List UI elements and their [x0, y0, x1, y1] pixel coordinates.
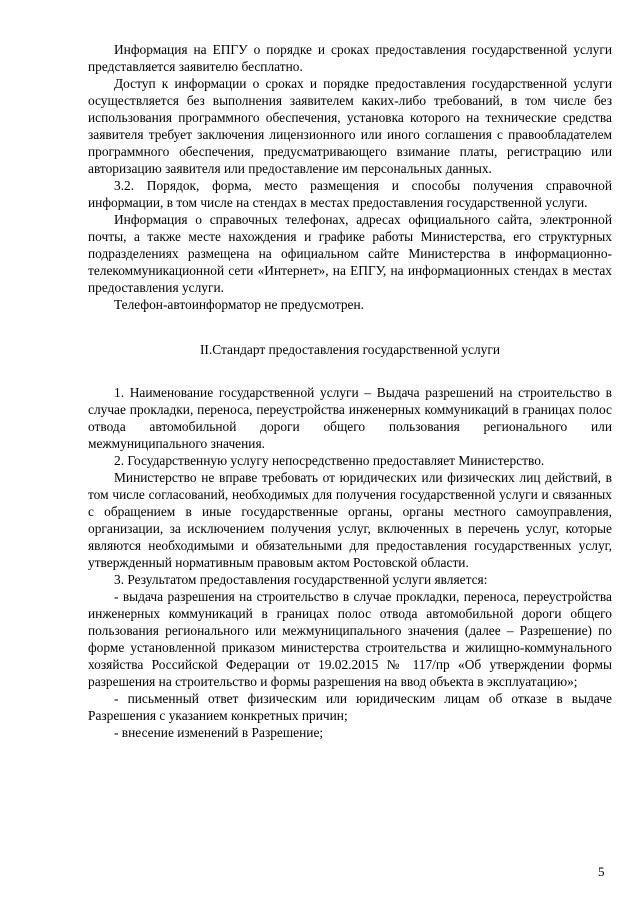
list-item-changes: - внесение изменений в Разрешение; — [114, 725, 324, 740]
paragraph-provider: 2. Государственную услугу непосредственно предоставляет Министерство. — [114, 453, 545, 468]
paragraph-ministry-restrictions: Министерство не вправе требовать от юридических или физических лиц действий, в том числе согласований, необходимых для получения государственной услуги и связанных с обращением в иные государственные органы, органы местного самоуправления, организации, за исключением получения услуг, включенных в перечень услуг, которые являются необходимыми и обязательными для предоставления государственных услуг, утвержденный нормативным правовым актом Ростовской области. — [88, 470, 612, 570]
paragraph-epgu-info: Информация на ЕПГУ о порядке и сроках предоставления государственной услуги представляется заявителю бесплатно. — [88, 42, 612, 74]
paragraph-contacts-info: Информация о справочных телефонах, адресах официального сайта, электронной почты, а также месте нахождения и графике работы Министерства, его структурных подразделениях размещена на официальном сайте Министерства в информационно-телекоммуникационной сети «Интернет», на ЕПГУ, на информационных стендах в местах предоставления услуги. — [88, 212, 612, 295]
section-heading: II.Стандарт предоставления государственной услуги — [199, 342, 501, 357]
document-page — [88, 41, 612, 741]
list-item-refusal: - письменный ответ физическим или юридическим лицам об отказе в выдаче Разрешения с указанием конкретных причин; — [88, 691, 612, 723]
paragraph-autoinformer: Телефон-автоинформатор не предусмотрен. — [114, 297, 364, 312]
paragraph-access-info: Доступ к информации о сроках и порядке предоставления государственной услуги осуществляется без выполнения заявителем каких-либо требований, в том числе без использования программного обеспечения, установка которого на технические средства заявителя требует заключения лицензионного или иного соглашения с правообладателем программного обеспечения, предусматривающего взимание платы, регистрацию или авторизацию заявителя или предоставление им персональных данных. — [88, 76, 612, 176]
paragraph-3-2: 3.2. Порядок, форма, место размещения и способы получения справочной информации, в том числе на стендах в местах предоставления государственной услуги. — [88, 178, 612, 210]
paragraph-service-name: 1. Наименование государственной услуги – Выдача разрешений на строительство в случае прокладки, переноса, переустройства инженерных коммуникаций в границах полос отвода автомобильной дороги общего пользования регионального или межмуниципального значения. — [88, 385, 612, 451]
page-number: 5 — [598, 864, 605, 879]
paragraph-result-intro: 3. Результатом предоставления государственной услуги является: — [114, 572, 488, 587]
list-item-permit: - выдача разрешения на строительство в случае прокладки, переноса, переустройства инженерных коммуникаций в границах полос отвода автомобильной дороги общего пользования регионального или межмуниципального значения (далее – Разрешение) по форме установленной приказом министерства строительства и жилищно-коммунального хозяйства Российской Федерации от 19.02.2015 № 117/пр «Об утверждении формы разрешения на строительство и формы разрешения на ввод объекта в эксплуатацию»; — [88, 589, 612, 689]
